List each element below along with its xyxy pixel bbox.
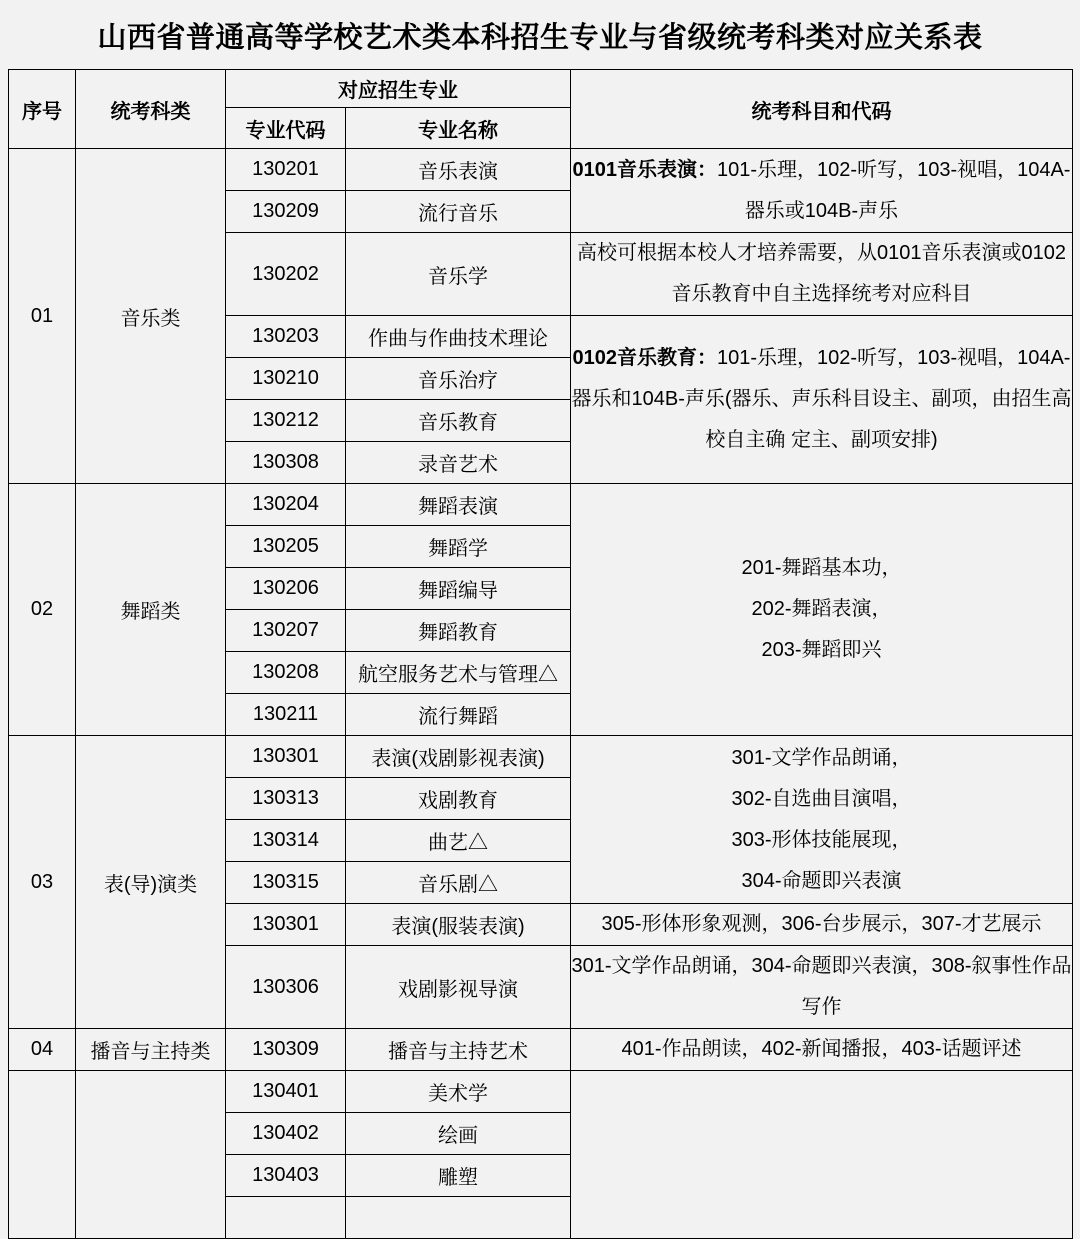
major-name-cell: 戏剧影视导演: [346, 946, 571, 1029]
exam-line: 302-自选曲目演唱，: [731, 787, 912, 810]
major-name-cell: 作曲与作曲技术理论: [346, 316, 571, 358]
major-code-cell: 130211: [226, 694, 346, 736]
major-code-cell: 130306: [226, 946, 346, 1029]
exam-cell: [571, 736, 1073, 904]
page-title: 山西省普通高等学校艺术类本科招生专业与省级统考科类对应关系表: [97, 22, 983, 54]
table-row: [9, 484, 1073, 526]
correspondence-table: [8, 69, 1073, 1239]
major-code-cell: 130314: [226, 820, 346, 862]
category-cell: 播音与主持类: [76, 1029, 226, 1071]
exam-cell: [571, 233, 1073, 316]
major-code-cell: 130205: [226, 526, 346, 568]
major-code-cell: 130207: [226, 610, 346, 652]
seq-cell: 01: [9, 149, 76, 484]
table-row: [9, 149, 1073, 191]
exam-cell: [571, 316, 1073, 484]
exam-bold-label: 0102音乐教育：: [572, 347, 718, 369]
major-name-cell: 流行音乐: [346, 191, 571, 233]
exam-cell: [571, 1029, 1073, 1071]
exam-cell: [571, 946, 1073, 1029]
major-code-cell: 130206: [226, 568, 346, 610]
col-header-majors-group: 对应招生专业: [226, 70, 571, 108]
major-name-cell: 音乐表演: [346, 149, 571, 191]
major-code-cell: 130208: [226, 652, 346, 694]
major-name-cell: 流行舞蹈: [346, 694, 571, 736]
category-cell: 音乐类: [76, 149, 226, 484]
seq-cell: [9, 1071, 76, 1239]
col-header-category: 统考科类: [76, 70, 226, 149]
header-row: [9, 70, 1073, 108]
col-header-exam: 统考科目和代码: [571, 70, 1073, 149]
major-name-cell: 舞蹈表演: [346, 484, 571, 526]
major-code-cell: 130209: [226, 191, 346, 233]
category-cell: 表(导)演类: [76, 736, 226, 1029]
category-cell: [76, 1071, 226, 1239]
col-header-major-code: 专业代码: [226, 108, 346, 149]
table-row: [9, 1029, 1073, 1071]
major-code-cell: 130403: [226, 1155, 346, 1197]
page: [0, 15, 1080, 1208]
major-code-cell: 130201: [226, 149, 346, 191]
seq-cell: 03: [9, 736, 76, 1029]
major-code-cell: 130301: [226, 736, 346, 778]
exam-text: 401-作品朗读，402-新闻播报，403-话题评述: [621, 1038, 1022, 1060]
major-code-cell: 130401: [226, 1071, 346, 1113]
major-name-cell: 美术学: [346, 1071, 571, 1113]
major-code-cell: 130313: [226, 778, 346, 820]
exam-cell: [571, 904, 1073, 946]
major-name-cell: 播音与主持艺术: [346, 1029, 571, 1071]
exam-line: 301-文学作品朗诵，: [731, 746, 912, 769]
col-header-seq: 序号: [9, 70, 76, 149]
major-code-cell: 130204: [226, 484, 346, 526]
major-name-cell: 戏剧教育: [346, 778, 571, 820]
major-name-cell: 音乐治疗: [346, 358, 571, 400]
major-code-cell: 130309: [226, 1029, 346, 1071]
table-row: [9, 736, 1073, 778]
exam-text: 301-文学作品朗诵，304-命题即兴表演，308-叙事性作品写作: [571, 955, 1072, 1018]
major-name-cell: 舞蹈编导: [346, 568, 571, 610]
exam-bold-label: 0101音乐表演：: [572, 158, 718, 181]
major-code-cell: [226, 1197, 346, 1239]
exam-cell: [571, 484, 1073, 736]
major-name-cell: 音乐剧△: [346, 862, 571, 904]
exam-line: 201-舞蹈基本功，: [741, 557, 902, 579]
major-code-cell: 130402: [226, 1113, 346, 1155]
major-name-cell: 曲艺△: [346, 820, 571, 862]
exam-text: 101-乐理，102-听写，103-视唱，104A-器乐和104B-声乐(器乐、声乐科目设主、副项，由招生高校自主确 定主、副项安排): [571, 347, 1072, 451]
exam-line: 203-舞蹈即兴: [761, 639, 882, 661]
major-name-cell: 音乐教育: [346, 400, 571, 442]
major-name-cell: 舞蹈学: [346, 526, 571, 568]
exam-text: 101-乐理，102-听写，103-视唱，104A-器乐或104B-声乐: [717, 158, 1071, 222]
exam-cell: [571, 149, 1073, 233]
exam-cell: [571, 1071, 1073, 1239]
major-name-cell: [346, 1197, 571, 1239]
major-name-cell: 舞蹈教育: [346, 610, 571, 652]
major-name-cell: 表演(服装表演): [346, 904, 571, 946]
major-name-cell: 表演(戏剧影视表演): [346, 736, 571, 778]
major-name-cell: 航空服务艺术与管理△: [346, 652, 571, 694]
major-code-cell: 130202: [226, 233, 346, 316]
major-code-cell: 130301: [226, 904, 346, 946]
table-row: [9, 1071, 1073, 1113]
exam-text: 高校可根据本校人才培养需要，从0101音乐表演或0102音乐教育中自主选择统考对应科目: [577, 242, 1066, 305]
exam-line: 304-命题即兴表演: [741, 869, 902, 892]
exam-line: 303-形体技能展现，: [731, 828, 912, 851]
major-name-cell: 录音艺术: [346, 442, 571, 484]
seq-cell: 02: [9, 484, 76, 736]
major-code-cell: 130308: [226, 442, 346, 484]
major-code-cell: 130315: [226, 862, 346, 904]
major-code-cell: 130210: [226, 358, 346, 400]
seq-cell: 04: [9, 1029, 76, 1071]
exam-text: 305-形体形象观测，306-台步展示，307-才艺展示: [601, 913, 1042, 935]
exam-line: 202-舞蹈表演，: [751, 598, 892, 620]
major-name-cell: 绘画: [346, 1113, 571, 1155]
category-cell: 舞蹈类: [76, 484, 226, 736]
major-code-cell: 130212: [226, 400, 346, 442]
col-header-major-name: 专业名称: [346, 108, 571, 149]
major-code-cell: 130203: [226, 316, 346, 358]
major-name-cell: 音乐学: [346, 233, 571, 316]
major-name-cell: 雕塑: [346, 1155, 571, 1197]
